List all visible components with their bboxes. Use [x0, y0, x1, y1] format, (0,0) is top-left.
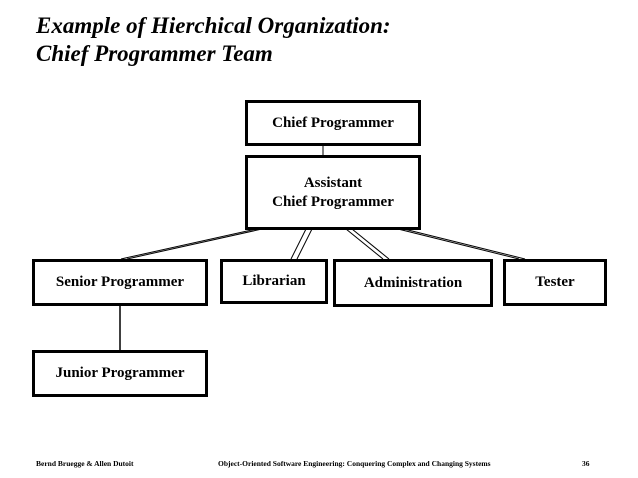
- node-assistant-chief-programmer: [245, 155, 421, 230]
- slide-title-line-1: Example of Hierchical Organization:: [36, 13, 391, 38]
- connector-assistant-librarian: [291, 229, 312, 259]
- node-senior-programmer: [32, 259, 208, 306]
- node-administration-label: Administration: [363, 274, 463, 291]
- node-administration: [333, 259, 493, 307]
- node-senior-programmer-label: Senior Programmer: [55, 274, 185, 290]
- connector-assistant-senior: [121, 229, 262, 259]
- node-assistant-label-line-1: Assistant: [303, 174, 363, 191]
- node-tester-label: Tester: [535, 274, 575, 290]
- node-junior-programmer: [32, 350, 208, 397]
- node-chief-programmer: [245, 100, 421, 146]
- footer-page-number: 36: [582, 459, 590, 468]
- node-junior-programmer-label: Junior Programmer: [55, 365, 185, 381]
- connector-assistant-tester: [398, 229, 525, 259]
- node-tester: [503, 259, 607, 306]
- footer-authors: Bernd Bruegge & Allen Dutoit: [36, 459, 134, 468]
- node-assistant-label-line-2: Chief Programmer: [272, 193, 394, 210]
- node-chief-programmer-label: Chief Programmer: [272, 114, 394, 131]
- node-librarian-label: Librarian: [242, 273, 306, 289]
- node-librarian: [220, 259, 328, 304]
- connector-assistant-administration: [346, 229, 389, 259]
- slide-title-line-2: Chief Programmer Team: [36, 41, 273, 66]
- footer-book-title: Object-Oriented Software Engineering: Conquering Complex and Changing Systems: [218, 459, 491, 468]
